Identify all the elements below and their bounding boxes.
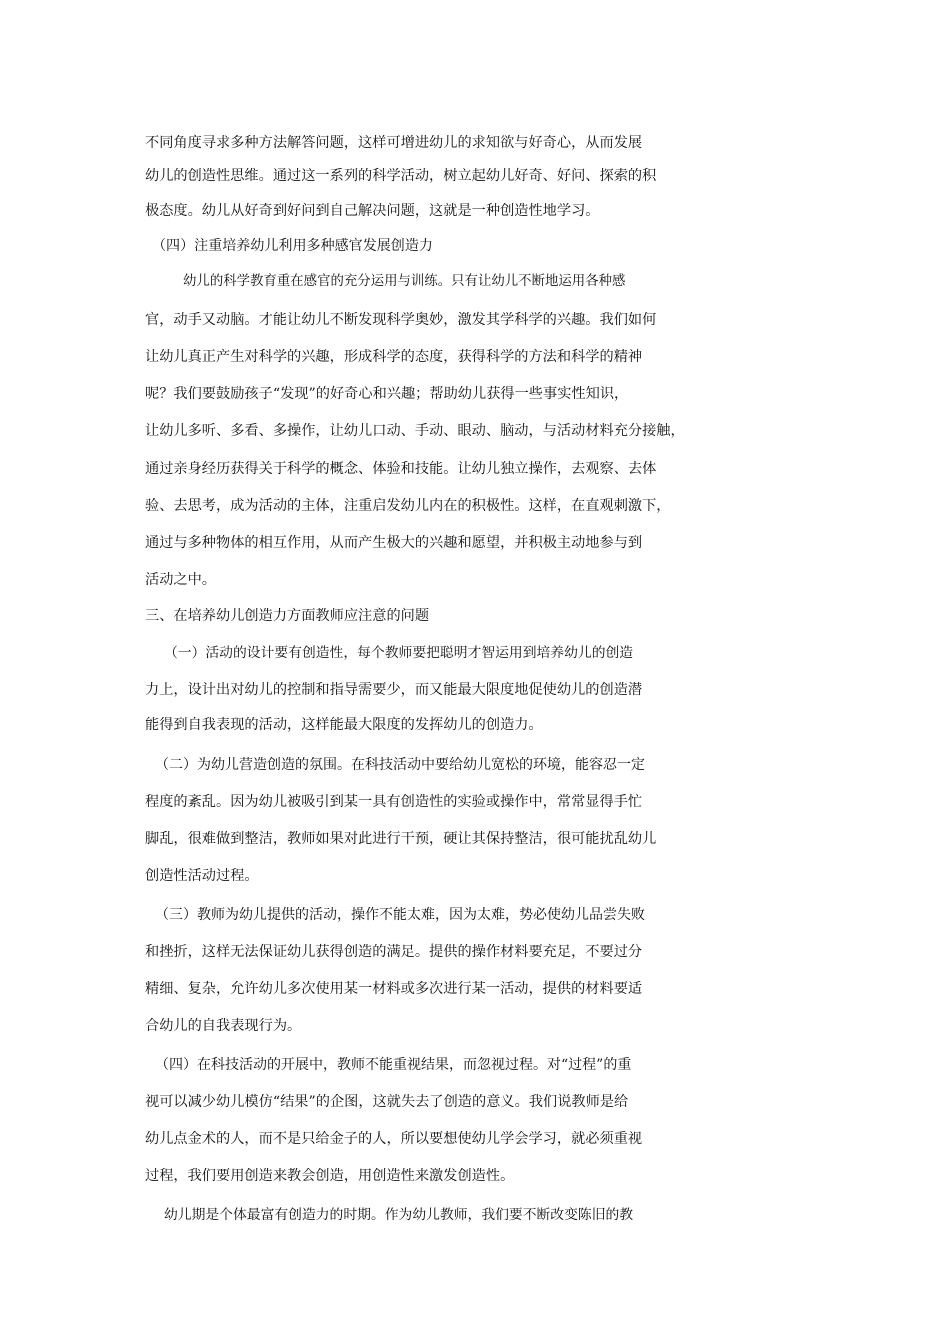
body-text-line: 幼儿期是个体最富有创造力的时期。作为幼儿教师，我们要不断改变陈旧的教 — [164, 1207, 634, 1223]
body-text-line: （二）为幼儿营造创造的氛围。在科技活动中要给幼儿宽松的环境，能容忍一定 — [155, 757, 645, 773]
body-text-line: 合幼儿的自我表现行为。 — [145, 1018, 302, 1034]
body-text-line: 精细、复杂，允许幼儿多次使用某一材料或多次进行某一活动，提供的材料要适 — [145, 981, 643, 997]
body-text-line: （一）活动的设计要有创造性，每个教师要把聪明才智运用到培养幼儿的创造 — [164, 645, 634, 661]
section-heading: （四）注重培养幼儿利用多种感官发展创造力 — [152, 238, 433, 254]
body-text-line: 视可以减少幼儿模仿“结果”的企图，这就失去了创造的意义。我们说教师是给 — [145, 1094, 629, 1110]
body-text-line: 程度的紊乱。因为幼儿被吸引到某一具有创造性的实验或操作中，常常显得手忙 — [145, 794, 643, 810]
body-text-line: 幼儿点金术的人，而不是只给金子的人，所以要想使幼儿学会学习，就必须重视 — [145, 1131, 643, 1147]
body-text-line: 创造性活动过程。 — [145, 868, 259, 884]
body-text-line: 官，动手又动脑。才能让幼儿不断发现科学奥妙，激发其学科学的兴趣。我们如何 — [145, 312, 657, 328]
body-text-line: 活动之中。 — [145, 572, 217, 588]
body-text-line: （四）在科技活动的开展中，教师不能重视结果，而忽视过程。对“过程”的重 — [155, 1057, 632, 1073]
body-text-line: 能得到自我表现的活动，这样能最大限度的发挥幼儿的创造力。 — [145, 717, 543, 733]
section-heading: 三、在培养幼儿创造力方面教师应注意的问题 — [145, 608, 430, 624]
body-text-line: 幼儿的科学教育重在感官的充分运用与训练。只有让幼儿不断地运用各种感 — [183, 274, 626, 289]
body-text-line: 过程，我们要用创造来教会创造，用创造性来激发创造性。 — [145, 1168, 515, 1184]
body-text-line: 和挫折，这样无法保证幼儿获得创造的满足。提供的操作材料要充足，不要过分 — [145, 944, 643, 960]
body-text-line: 通过亲身经历获得关于科学的概念、体验和技能。让幼儿独立操作，去观察、去体 — [145, 461, 657, 477]
body-text-line: 极态度。幼儿从好奇到好问到自己解决问题，这就是一种创造性地学习。 — [145, 203, 600, 219]
body-text-line: 不同角度寻求多种方法解答问题，这样可增进幼儿的求知欲与好奇心，从而发展 — [145, 135, 643, 151]
body-text-line: 验、去思考，成为活动的主体，注重启发幼儿内在的积极性。这样，在直观刺激下， — [145, 498, 671, 514]
body-text-line: 让幼儿真正产生对科学的兴趣，形成科学的态度，获得科学的方法和科学的精神 — [145, 349, 643, 365]
body-text-line: 通过与多种物体的相互作用，从而产生极大的兴趣和愿望，并积极主动地参与到 — [145, 535, 643, 551]
body-text-line: 幼儿的创造性思维。通过这一系列的科学活动，树立起幼儿好奇、好问、探索的积 — [145, 168, 657, 184]
body-text-line: 呢？我们要鼓励孩子“发现”的好奇心和兴趣；帮助幼儿获得一些事实性知识， — [145, 386, 629, 402]
body-text-line: 让幼儿多听、多看、多操作，让幼儿口动、手动、眼动、脑动，与活动材料充分接触， — [145, 423, 685, 439]
body-text-line: 力上，设计出对幼儿的控制和指导需要少，而又能最大限度地促使幼儿的创造潜 — [145, 682, 643, 698]
body-text-line: 脚乱，很难做到整洁，教师如果对此进行干预，硬让其保持整洁，很可能扰乱幼儿 — [145, 831, 657, 847]
body-text-line: （三）教师为幼儿提供的活动，操作不能太难，因为太难，势必使幼儿品尝失败 — [155, 907, 645, 923]
